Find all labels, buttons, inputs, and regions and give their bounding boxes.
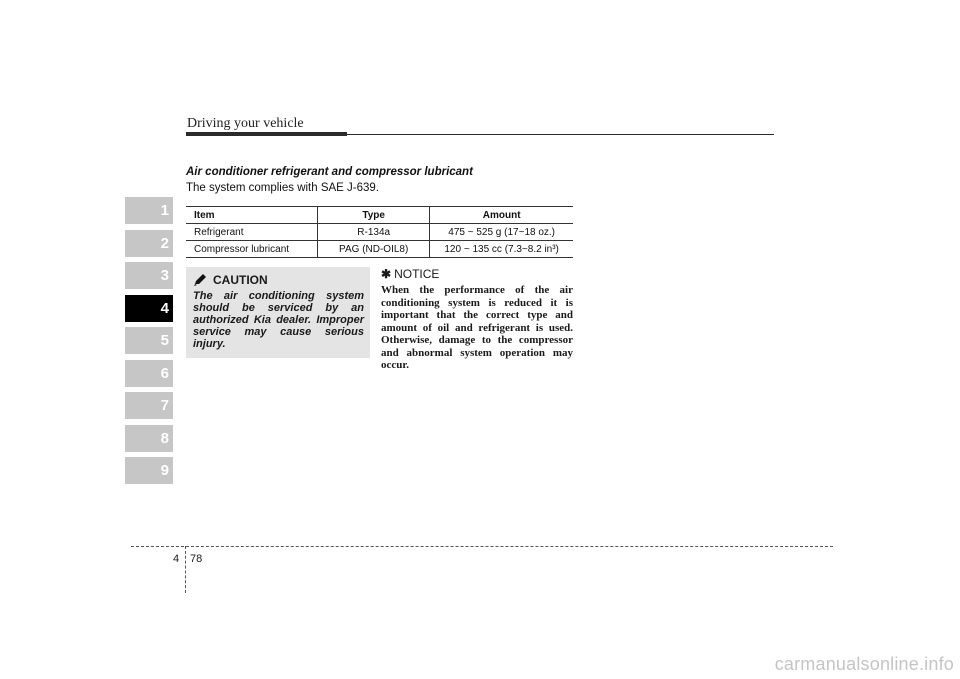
table-header-row bbox=[186, 207, 573, 224]
column-header-type: Type bbox=[318, 207, 430, 224]
caution-text: The air conditioning system should be serviced by an authorized Kia dealer. Improper service may cause serious injury. bbox=[193, 290, 364, 350]
cell-item: Refrigerant bbox=[186, 224, 318, 241]
caution-title: CAUTION bbox=[213, 273, 268, 287]
cell-amount: 475 ~ 525 g (17~18 oz.) bbox=[430, 224, 573, 241]
section-heading: Air conditioner refrigerant and compressor lubricant bbox=[186, 166, 473, 178]
footer-divider bbox=[185, 546, 186, 593]
chapter-tab-3[interactable]: 3 bbox=[125, 262, 173, 289]
notice-text: When the performance of the air conditioning system is reduced it is important that the correct type and amount of oil and refrigerant is used. Otherwise, damage to the compressor and abnormal system operation may occur. bbox=[381, 284, 573, 371]
page-header-title: Driving your vehicle bbox=[187, 116, 304, 131]
footer-page-number: 78 bbox=[190, 553, 203, 565]
watermark: carmanualsonline.info bbox=[774, 654, 954, 674]
chapter-tab-6[interactable]: 6 bbox=[125, 360, 173, 387]
cell-type: R-134a bbox=[318, 224, 430, 241]
cell-amount: 120 ~ 135 cc (7.3~8.2 in³) bbox=[430, 241, 573, 258]
notice-block bbox=[381, 267, 573, 372]
column-header-amount: Amount bbox=[430, 207, 573, 224]
chapter-tab-5[interactable]: 5 bbox=[125, 327, 173, 354]
asterisk-icon: ✱ bbox=[381, 267, 392, 281]
column-header-item: Item bbox=[186, 207, 318, 224]
chapter-tab-7[interactable]: 7 bbox=[125, 392, 173, 419]
chapter-tab-8[interactable]: 8 bbox=[125, 425, 173, 452]
chapter-tab-4[interactable]: 4 bbox=[125, 295, 173, 322]
intro-text: The system complies with SAE J-639. bbox=[186, 182, 380, 194]
chapter-tabs bbox=[125, 197, 173, 490]
header-rule-thick bbox=[186, 132, 347, 136]
table-row bbox=[186, 224, 573, 241]
spec-table bbox=[186, 206, 573, 258]
caution-header bbox=[193, 273, 364, 287]
chapter-tab-9[interactable]: 9 bbox=[125, 457, 173, 484]
chapter-tab-1[interactable]: 1 bbox=[125, 197, 173, 224]
caution-box bbox=[186, 267, 370, 358]
cell-item: Compressor lubricant bbox=[186, 241, 318, 258]
header-rule-thin bbox=[347, 134, 774, 135]
cell-type: PAG (ND-OIL8) bbox=[318, 241, 430, 258]
notice-header bbox=[381, 267, 573, 281]
notice-title: NOTICE bbox=[394, 267, 440, 281]
footer-rule bbox=[131, 546, 833, 547]
pencil-icon bbox=[193, 274, 207, 286]
footer-chapter-number: 4 bbox=[173, 553, 180, 565]
chapter-tab-2[interactable]: 2 bbox=[125, 230, 173, 257]
table-row bbox=[186, 241, 573, 258]
